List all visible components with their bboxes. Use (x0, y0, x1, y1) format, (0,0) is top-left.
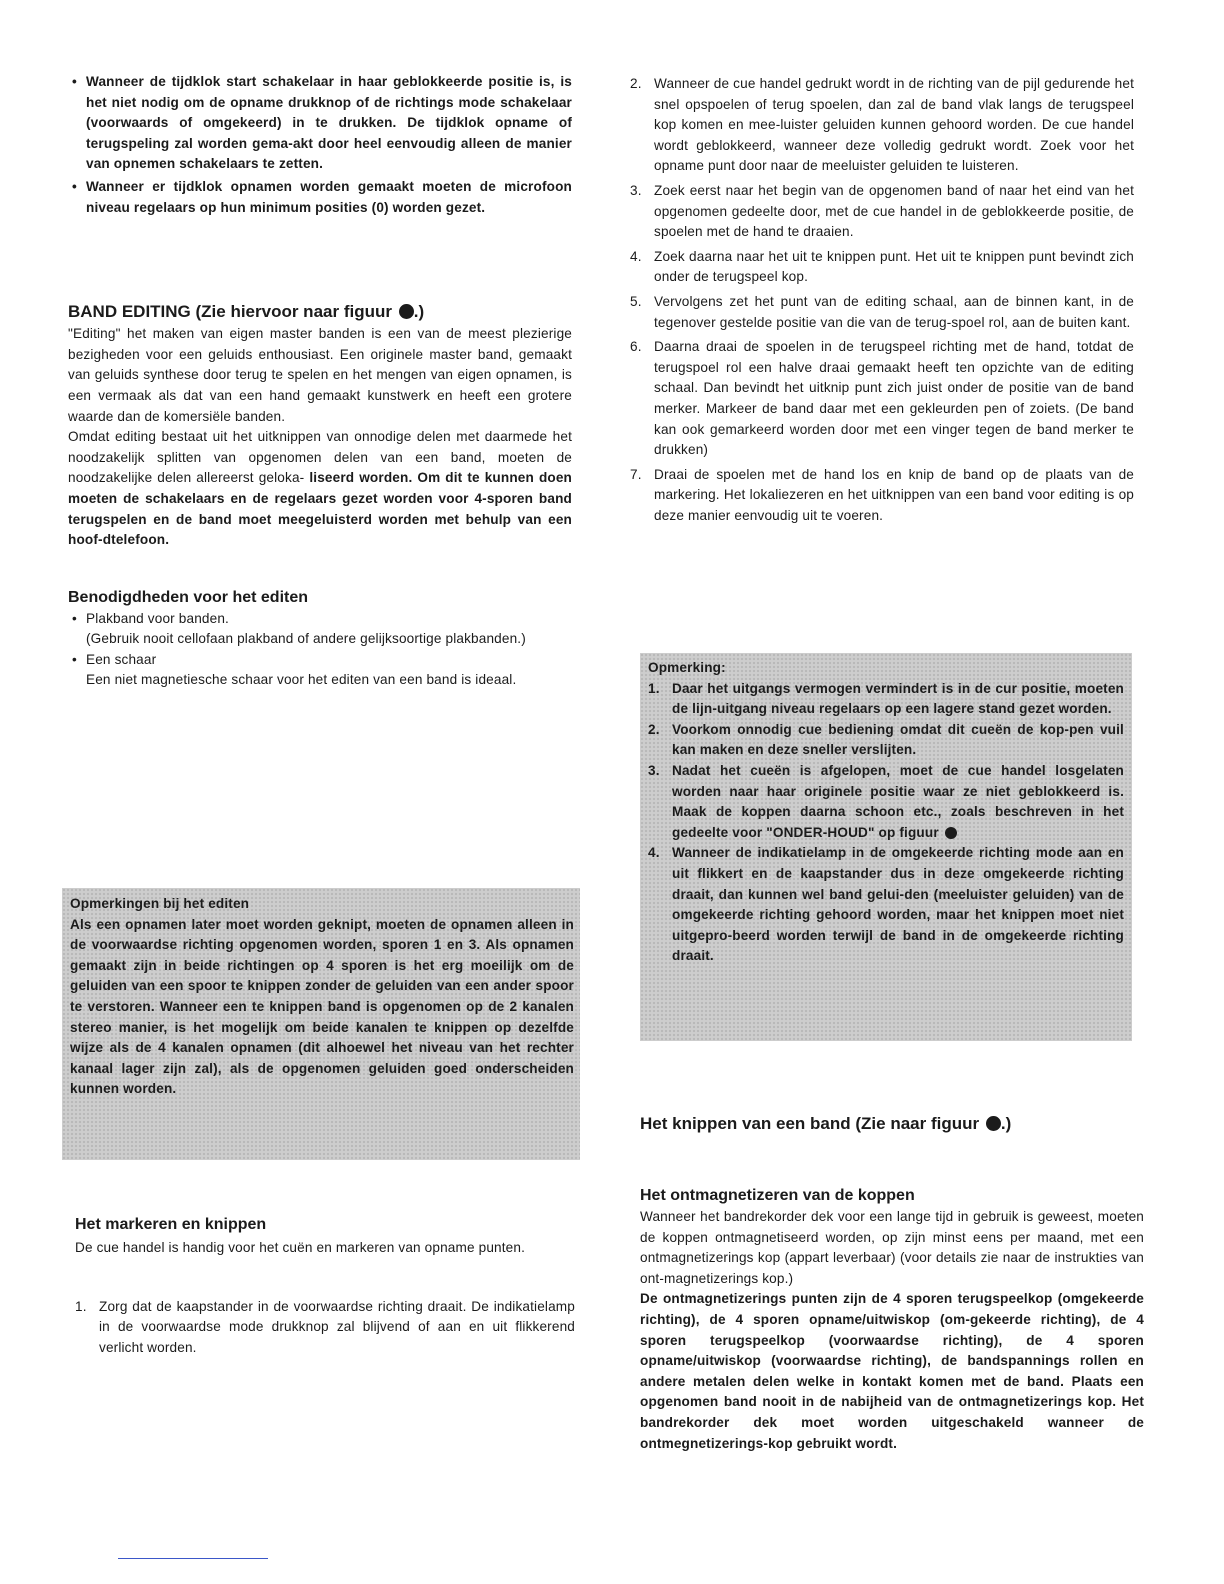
opmerking-list (648, 679, 1124, 967)
list-item: 5. Vervolgens zet het punt van de editing schaal, aan de binnen kant, in de tegenover gestelde positie van die van de terug-spoel rol, aan de buiten kant. (630, 293, 1134, 330)
list-item: • Wanneer er tijdklok opnamen worden gemaakt moeten de microfoon niveau regelaars op hun minimum posities (0) worden gezet. (68, 177, 572, 218)
band-editing-heading: BAND EDITING (Zie hiervoor naar figuur .) (68, 302, 425, 322)
knippen-heading: Het knippen van een band (Zie naar figuur .) (640, 1114, 1012, 1133)
intro-bullet-list (68, 72, 572, 218)
list-item: 3. Nadat het cueën is afgelopen, moet de cue handel losgelaten worden naar haar originele positie waar ze niet geblokkeerd is. Maak de koppen daarna schoon etc., zoals beschreven in het gedeelte voor "ONDER-HOUD" op figuur (648, 762, 1124, 840)
ontmagnetizeren-section (640, 1187, 1144, 1454)
list-item: 2. Voorkom onnodig cue bediening omdat dit cueën de kop-pen vuil kan maken en deze sneller verslijten. (648, 721, 1124, 758)
ontmagnetizeren-paragraph-2: De ontmagnetizerings punten zijn de 4 sporen terugspeelkop (omgekeerde richting), de 4 sporen opname/uitwiskop (om-gekeerde richting), de 4 sporen terugspeelkop (voorwaardse richting), de 4 sporen opname/uitwiskop (voorwaardse richting), de bandspannings rollen en andere metalen delen welke in kontakt komen met de band. Plaats een opgenomen band nooit in de nabijheid van de ontmagnetizerings kop. Het bandrekorder dek moet worden uitgeschakeld wanneer de ontmegnetizerings-kop gebruikt wordt. (640, 1291, 1144, 1451)
ontmagnetizeren-heading: Het ontmagnetizeren van de koppen (640, 1187, 915, 1204)
band-editing-paragraph-1: "Editing" het maken van eigen master banden is een van de meest plezierige bezigheden voor een geluids enthousiast. Een originele master band, gemaakt van geluids synthese door terug te spelen en het mengen van eigen opnamen, is een vermaak als dat van een hand gemaakt kunstwerk en heeft een grotere waarde dan de komersiële banden. (68, 326, 572, 424)
markeren-heading: Het markeren en knippen (75, 1216, 267, 1233)
opmerkingen-editen-content (70, 894, 574, 1100)
list-item: • Plakband voor banden. (Gebruik nooit cellofaan plakband of andere gelijksoortige plakbanden.) (68, 609, 572, 650)
figure-reference-icon (986, 1116, 1001, 1131)
list-item: 3. Zoek eerst naar het begin van de opgenomen band of naar het eind van het opgenomen gedeelte door, met de cue handel in de geblokkeerde positie, de spoelen met de hand te draaien. (630, 182, 1134, 240)
left-column (68, 72, 572, 691)
ontmagnetizeren-paragraph-1: Wanneer het bandrekorder dek voor een lange tijd in gebruik is geweest, moeten de koppen ontmagnetiseerd worden, op zijn minst eens per maand, met een ontmagnetizerings kop (appart leverbaar) (voor details zie naar de instrukties van ont-magnetizerings kop.) (640, 1209, 1144, 1286)
list-item: 2. Wanneer de cue handel gedrukt wordt in de richting van de pijl gedurende het snel opspoelen of terug spoelen, dan zal de band vlak langs de terugspeel kop komen en mee-luister geluiden kunnen gehoord worden. De cue handel wordt geblokkeerd, wanneer deze volledig gedrukt wordt. Zoek voor het opname punt door naar de meeluister geluiden te luisteren. (630, 76, 1134, 174)
band-editing-paragraph-2: Omdat editing bestaat uit het uitknippen van onnodige delen met daarmede het noodzakelijk splitten van opgenomen delen van een band, moeten de noodzakelijke delen allereerst geloka- liseerd worden. Om dit te kunnen doen moeten de schakelaars en de regelaars gezet worden voor 4-sporen band terugspelen en de band moet meegeluisterd worden met behulp van een hoof-dtelefoon. (68, 429, 573, 548)
markeren-section (75, 1216, 575, 1362)
list-item: 4. Zoek daarna naar het uit te knippen punt. Het uit te knippen punt bevindt zich onder de terugspeel kop. (630, 248, 1134, 285)
list-item: 1. Daar het uitgangs vermogen vermindert is in de cur positie, moeten de lijn-uitgang niveau regelaars op een lagere stand gezet worden. (648, 680, 1124, 717)
benodigdheden-list (68, 609, 572, 691)
opmerkingen-editen-heading: Opmerkingen bij het editen (70, 896, 250, 911)
opmerkingen-editen-text: Als een opnamen later moet worden geknipt, moeten de opnamen alleen in de voorwaardse richting opgenomen worden, sporen 1 en 3. Als opnamen gemaakt zijn in beide richtingen op 4 sporen is het erg moeilijk om de geluiden van een spoor te knippen zonder de geluiden van een ander spoor te verstoren. Wanneer een te knippen band is opgenomen op de 2 kanalen stereo manier, is het mogelijk om beide kanalen te knippen op dezelfde wijze als de 4 kanalen opnamen (dit alhoewel het niveau van het rechter kanaal lager zijn zal), als de opgenomen geluiden goed onderscheiden kunnen worden. (70, 916, 574, 1097)
figure-reference-icon (399, 304, 414, 319)
list-item: 1. Zorg dat de kaapstander in de voorwaardse richting draait. De indikatielamp in de voorwaardse mode drukknop zal blijvend of aan en uit flikkerend verlicht worden. (75, 1298, 575, 1355)
opmerking-heading: Opmerking: (648, 660, 726, 675)
opmerking-content (648, 658, 1124, 967)
benodigdheden-section (68, 589, 572, 691)
band-editing-section (68, 302, 572, 551)
list-item: 7. Draai de spoelen met de hand los en knip de band op de plaats van de markering. Het lokaliezeren en het uitknippen van een band voor editing is op deze manier eenvoudig uit te voeren. (630, 466, 1134, 523)
figure-reference-icon (945, 827, 957, 839)
list-item: 6. Daarna draai de spoelen in de terugspeel richting met de hand, totdat de terugspoel rol een halve draai gemaakt heeft ten opzichte van de editing schaal. Dan bevindt het uitknip punt zich juist onder de positie van de band merker. Markeer de band daar met een gekleurden pen of zoiets. (De band kan ook gemarkeerd worden door met een vinger tegen de band merker te drukken) (630, 339, 1134, 458)
editing-steps (630, 74, 1134, 526)
right-column (630, 74, 1134, 530)
list-item: • Wanneer de tijdklok start schakelaar in haar geblokkeerde positie is, is het niet nodig om de opname drukknop of de richtings mode schakelaar (voorwaards of omgekeerd) in te drukken. De tijdklok opname of terugspeling zal worden gema-akt door heel eenvoudig alleen de manier van opnemen schakelaars te zetten. (68, 72, 572, 175)
bottom-divider (118, 1558, 268, 1559)
list-item: 4. Wanneer de indikatielamp in de omgekeerde richting mode aan en uit flikkert en de kaapstander dus in deze omgekeerde richting draait, dan kunnen wel band gelui-den (meeluister geluiden) van de omgekeerde richting gehoord worden, maar het knippen moet niet uitgepro-beerd worden terwijl de band in de omgekeerde richting draait. (648, 845, 1124, 964)
markeren-steps (75, 1297, 575, 1359)
list-item: • Een schaar Een niet magnetiesche schaar voor het editen van een band is ideaal. (68, 650, 572, 691)
benodigdheden-heading: Benodigdheden voor het editen (68, 588, 309, 606)
markeren-text: De cue handel is handig voor het cuën en markeren van opname punten. (75, 1240, 526, 1255)
